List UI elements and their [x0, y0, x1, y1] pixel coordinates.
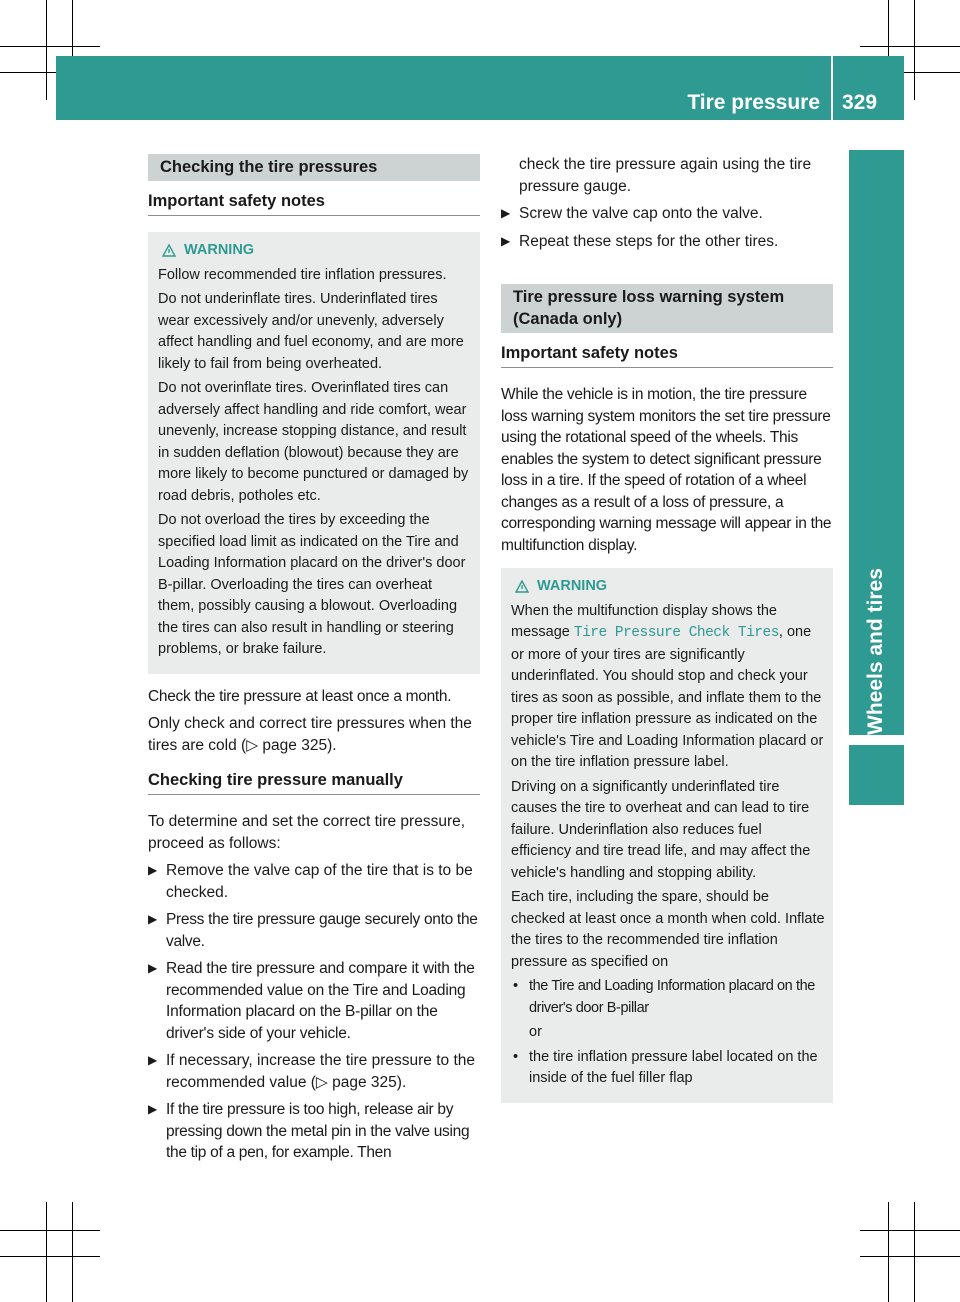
step-continuation: [501, 154, 833, 197]
crop-mark: [46, 1202, 47, 1302]
warning-paragraph: Follow recommended tire inflation pressures.: [158, 266, 447, 283]
step-text: Repeat these steps for the other tires.: [519, 232, 779, 250]
body-paragraph: To determine and set the correct tire pressure, proceed as follows:: [148, 813, 466, 852]
step-item: [148, 1050, 480, 1093]
step-text: Screw the valve cap onto the valve.: [519, 205, 763, 222]
warning-paragraph: Do not overinflate tires. Overinflated tires can adversely affect handling and ride comfort, wear unevenly, increase stopping distance, and result in sudden deflation (blowout) because they are more likely to become punctured or damaged by road debris, potholes etc.: [158, 380, 469, 504]
step-item: [501, 203, 833, 225]
step-arrow-icon: ▶: [148, 863, 158, 877]
section-title: Tire pressure loss warning system (Canada only): [501, 284, 833, 333]
display-message: Tire Pressure Check Tires: [573, 625, 779, 641]
crop-mark: [860, 46, 960, 47]
step-item: [148, 958, 480, 1044]
body-paragraph: While the vehicle is in motion, the tire pressure loss warning system monitors the set tire pressure using the rotational speed of the wheels. This enables the system to detect significant pressure loss in a tire. If the speed of rotation of a wheel changes as a result of a loss of pressure, a corresponding warning message will appear in the multifunction display.: [501, 386, 832, 554]
crop-mark: [914, 0, 915, 100]
step-arrow-icon: ▶: [148, 1102, 158, 1116]
crop-mark: [72, 1202, 73, 1302]
body-paragraph: Check the tire pressure at least once a month.: [148, 687, 452, 705]
warning-title: [158, 240, 472, 262]
header-divider: [831, 56, 833, 120]
warning-paragraph: Do not underinflate tires. Underinflated tires wear excessively and/or unevenly, adversely affect handling and fuel economy, and are more likely to fail from being overheated.: [158, 291, 464, 372]
crop-mark: [914, 1202, 915, 1302]
warning-label: WARNING: [184, 242, 255, 258]
bullet-text: the Tire and Loading Information placard on the driver's door B-pillar: [529, 978, 815, 1016]
bullet-item: [511, 1047, 825, 1090]
chapter-marker: [849, 745, 904, 805]
step-item: [501, 231, 833, 253]
bullet-text: or: [529, 1024, 542, 1040]
warning-text: , one or more of your tires are significantly underinflated. You should stop and check your tires as soon as possible, and inflate them to the proper tire inflation pressure as indicated on the vehicle's Tire and Loading Information placard or on the tire inflation pressure label.: [511, 624, 824, 770]
crop-mark: [860, 1256, 960, 1257]
bullet-or: [511, 1022, 825, 1044]
bullet-item: [511, 976, 825, 1019]
crop-mark: [46, 0, 47, 100]
subheading: Important safety notes: [148, 189, 480, 216]
warning-paragraph: Driving on a significantly underinflated tire causes the tire to overheat and can lead to tire failure. Underinflation also reduces fuel efficiency and tire tread life, and may affect the vehicle's handling and stopping ability.: [511, 778, 811, 881]
bullet-icon: •: [513, 1048, 519, 1065]
crop-mark: [860, 1230, 960, 1231]
step-text: If the tire pressure is too high, release air by pressing down the metal pin in the valve using the tip of a pen, for example. Then: [166, 1101, 470, 1161]
crop-mark: [0, 46, 100, 47]
step-text: Press the tire pressure gauge securely onto the valve.: [166, 911, 478, 950]
bullet-icon: •: [513, 978, 518, 994]
left-column: [148, 154, 480, 1170]
step-arrow-icon: ▶: [501, 206, 511, 220]
step-text: check the tire pressure again using the tire pressure gauge.: [519, 156, 812, 195]
warning-triangle-icon: [515, 580, 529, 593]
step-item: [148, 909, 480, 952]
subheading: Checking tire pressure manually: [148, 768, 480, 795]
warning-paragraph: Do not overload the tires by exceeding the specified load limit as indicated on the Tire and Loading Information placard on the driver's door B-pillar. Overloading the tires can overheat them, possibly causing a blowout. Overloading the tires can also result in handling or steering problems, or brake failure.: [158, 512, 466, 657]
step-text: Read the tire pressure and compare it with the recommended value on the Tire and Loading Information placard on the B-pillar on the driver's side of your vehicle.: [166, 960, 475, 1042]
crop-mark: [0, 1256, 100, 1257]
warning-text: When the multifunction display shows the message: [511, 602, 777, 640]
chapter-side-tab-label: Wheels and tires: [864, 568, 887, 735]
step-text: If necessary, increase the tire pressure to the recommended value (▷ page 325).: [166, 1052, 476, 1091]
bullet-text: the tire inflation pressure label located on the inside of the fuel filler flap: [529, 1048, 818, 1086]
warning-label: WARNING: [537, 578, 608, 594]
warning-triangle-icon: [162, 244, 176, 257]
step-arrow-icon: ▶: [501, 233, 511, 248]
warning-box: [501, 568, 833, 1103]
step-item: [148, 1099, 480, 1164]
crop-mark: [888, 1202, 889, 1302]
warning-paragraph: [511, 601, 825, 774]
step-arrow-icon: ▶: [148, 961, 158, 975]
crop-mark: [0, 1230, 100, 1231]
body-paragraph: Only check and correct tire pressures when the tires are cold (▷ page 325).: [148, 715, 472, 754]
step-arrow-icon: ▶: [148, 1053, 158, 1067]
running-header-title: Tire pressure: [687, 91, 820, 114]
step-arrow-icon: ▶: [148, 912, 158, 926]
warning-box: [148, 232, 480, 674]
subheading: Important safety notes: [501, 341, 833, 368]
warning-paragraph: Each tire, including the spare, should be checked at least once a month when cold. Inflate the tires to the recommended tire inflation pressure as specified on: [511, 889, 825, 970]
warning-title: [511, 576, 825, 598]
right-column: [501, 154, 833, 1115]
section-title: Checking the tire pressures: [148, 154, 480, 181]
step-text: Remove the valve cap of the tire that is to be checked.: [166, 862, 473, 901]
page-number: 329: [842, 91, 878, 114]
step-item: [148, 860, 480, 903]
